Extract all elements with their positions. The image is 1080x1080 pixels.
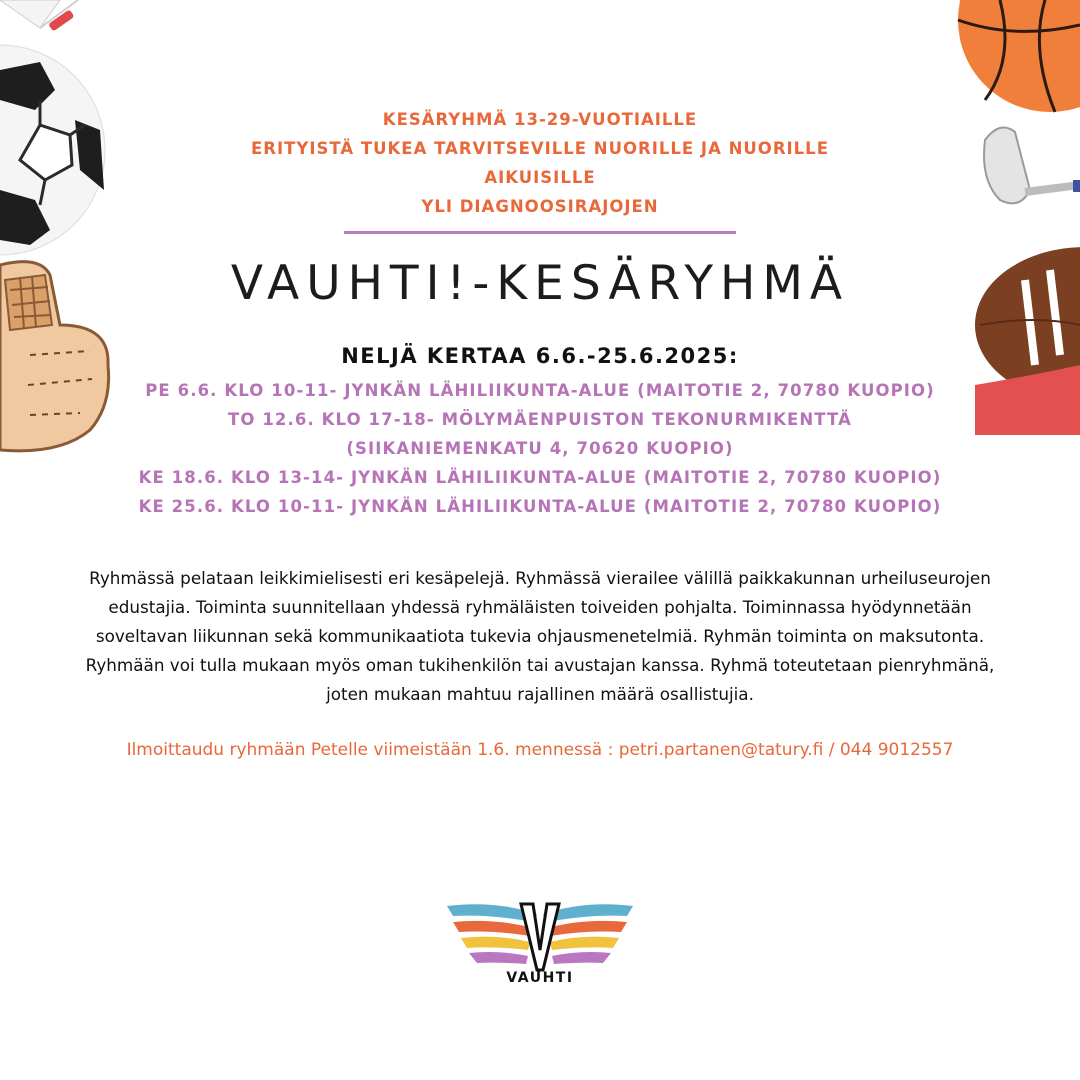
header-subtitle [0, 105, 1080, 221]
description-line: soveltavan liikunnan sekä kommunikaatiota tukevia ohjausmenetelmiä. Ryhmän toiminta on maksutonta. [95, 626, 985, 646]
description-line: Ryhmässä pelataan leikkimielisesti eri kesäpelejä. Ryhmässä vierailee välillä paikkakunnan urheiluseurojen [89, 568, 991, 588]
header-line: AIKUISILLE [484, 168, 596, 187]
schedule-line: KE 25.6. KLO 10-11- JYNKÄN LÄHILIIKUNTA-ALUE (MAITOTIE 2, 70780 KUOPIO) [138, 497, 942, 516]
basketball-icon [955, 0, 1080, 115]
header-line: ERITYISTÄ TUKEA TARVITSEVILLE NUORILLE JA NUORILLE [251, 139, 829, 158]
header-line: KESÄRYHMÄ 13-29-VUOTIAILLE [382, 110, 698, 129]
header-line: YLI DIAGNOOSIRAJOJEN [421, 197, 659, 216]
contact-info: Ilmoittaudu ryhmään Petelle viimeistään 1.6. mennessä : petri.partanen@tatury.fi / 044 9012557 [126, 740, 954, 760]
description-line: Ryhmään voi tulla mukaan myös oman tukihenkilön tai avustajan kanssa. Ryhmä toteutetaan pienryhmänä, [85, 655, 995, 675]
schedule-list [0, 376, 1080, 521]
description-line: joten mukaan mahtuu rajallinen määrä osallistujia. [326, 684, 754, 704]
schedule-line: TO 12.6. KLO 17-18- MÖLYMÄENPUISTON TEKONURMIKENTTÄ [228, 410, 852, 429]
schedule-line: KE 18.6. KLO 13-14- JYNKÄN LÄHILIIKUNTA-ALUE (MAITOTIE 2, 70780 KUOPIO) [138, 468, 942, 487]
schedule-line: PE 6.6. KLO 10-11- JYNKÄN LÄHILIIKUNTA-ALUE (MAITOTIE 2, 70780 KUOPIO) [145, 381, 935, 400]
page-title: VAUHTI!-KESÄRYHMÄ [230, 256, 850, 311]
divider [344, 231, 736, 234]
schedule-line: (SIIKANIEMENKATU 4, 70620 KUOPIO) [346, 439, 734, 458]
logo-text: VAUHTI [506, 970, 574, 986]
description-line: edustajia. Toiminta suunnitellaan yhdessä ryhmäläisten toiveiden pohjalta. Toiminnassa hyödynnetään [108, 597, 972, 617]
wings-logo-icon [445, 900, 635, 972]
vauhti-logo [445, 900, 635, 992]
description [30, 564, 1050, 709]
schedule-heading: NELJÄ KERTAA 6.6.-25.6.2025: [341, 344, 739, 368]
